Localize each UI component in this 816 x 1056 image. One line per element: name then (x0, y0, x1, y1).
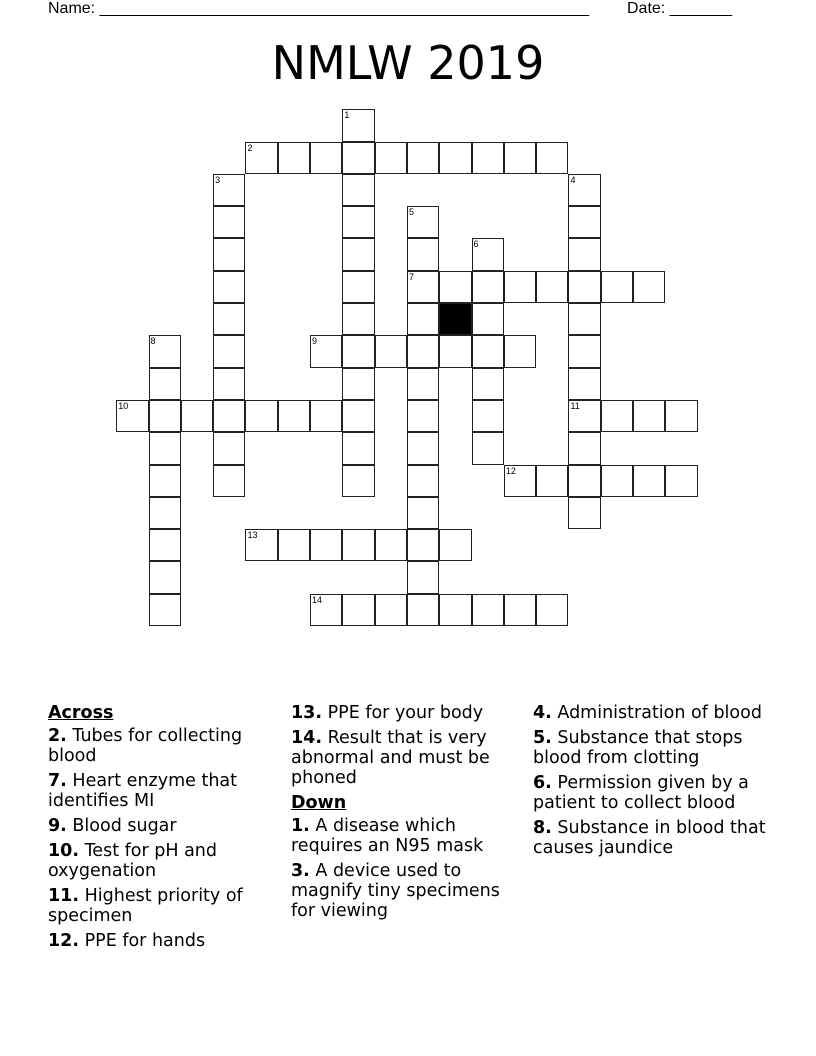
black-cell (439, 303, 471, 335)
grid-cell[interactable] (407, 594, 439, 626)
grid-cell[interactable] (536, 271, 568, 303)
grid-cell[interactable] (213, 174, 245, 206)
clue-number: 10. (48, 841, 80, 861)
clue-number: 13. (291, 703, 323, 723)
clue-down-1 (291, 816, 513, 856)
grid-cell[interactable] (568, 303, 600, 335)
grid-cell[interactable] (342, 400, 374, 432)
clue-across-12 (48, 931, 273, 951)
grid-cell[interactable] (149, 432, 181, 464)
grid-cell[interactable] (310, 142, 342, 174)
clue-number: 5. (533, 728, 552, 748)
clue-down-4 (533, 703, 773, 723)
grid-cell[interactable] (310, 529, 342, 561)
clue-text: Test for pH and oxygenation (48, 841, 217, 881)
across-heading: Across (48, 703, 114, 723)
clue-across-10 (48, 841, 273, 881)
clue-text: Tubes for collecting blood (48, 726, 243, 766)
name-field[interactable]: Name: _______________________________________________________ (48, 0, 589, 17)
clue-across-7 (48, 771, 273, 811)
grid-cell[interactable] (342, 432, 374, 464)
grid-cell[interactable] (504, 594, 536, 626)
grid-cell[interactable] (568, 432, 600, 464)
grid-cell[interactable] (504, 465, 536, 497)
clue-text: Heart enzyme that identifies MI (48, 771, 237, 811)
clue-number-label: 12 (505, 465, 516, 476)
grid-cell[interactable] (375, 594, 407, 626)
grid-cell[interactable] (149, 594, 181, 626)
clue-number: 6. (533, 773, 552, 793)
grid-cell[interactable] (310, 594, 342, 626)
grid-cell[interactable] (568, 335, 600, 367)
clue-number: 3. (291, 861, 310, 881)
grid-cell[interactable] (213, 368, 245, 400)
clue-number: 11. (48, 886, 80, 906)
clue-number: 4. (533, 703, 552, 723)
grid-cell[interactable] (472, 335, 504, 367)
clue-across-13 (291, 703, 513, 723)
grid-cell[interactable] (278, 529, 310, 561)
clue-number-label: 4 (570, 174, 576, 185)
grid-cell[interactable] (568, 174, 600, 206)
clue-number-label: 5 (408, 207, 414, 218)
grid-cell[interactable] (342, 303, 374, 335)
clue-number: 12. (48, 931, 80, 951)
grid-cell[interactable] (342, 271, 374, 303)
grid-cell[interactable] (568, 271, 600, 303)
grid-cell[interactable] (439, 271, 471, 303)
grid-cell[interactable] (472, 238, 504, 270)
grid-cell[interactable] (407, 142, 439, 174)
grid-cell[interactable] (568, 400, 600, 432)
clue-down-8 (533, 818, 773, 858)
clue-number-label: 13 (247, 530, 258, 541)
grid-cell[interactable] (472, 303, 504, 335)
grid-cell[interactable] (149, 497, 181, 529)
clues-column-1 (48, 703, 273, 956)
grid-cell[interactable] (536, 465, 568, 497)
grid-cell[interactable] (504, 335, 536, 367)
clue-text: Administration of blood (557, 703, 762, 723)
grid-cell[interactable] (407, 238, 439, 270)
grid-cell[interactable] (407, 432, 439, 464)
grid-cell[interactable] (342, 335, 374, 367)
grid-cell[interactable] (407, 400, 439, 432)
grid-cell[interactable] (407, 368, 439, 400)
page-title: NMLW 2019 (271, 36, 545, 90)
clue-across-9 (48, 816, 273, 836)
grid-cell[interactable] (633, 400, 665, 432)
clue-number: 8. (533, 818, 552, 838)
clue-text: PPE for hands (84, 931, 206, 951)
clue-across-14 (291, 728, 513, 788)
grid-cell[interactable] (472, 594, 504, 626)
date-field[interactable]: Date: _______ (627, 0, 732, 17)
grid-cell[interactable] (116, 400, 148, 432)
grid-cell[interactable] (601, 400, 633, 432)
grid-cell[interactable] (149, 400, 181, 432)
clue-text: A disease which requires an N95 mask (291, 816, 484, 856)
clue-number-label: 11 (570, 400, 580, 411)
grid-cell[interactable] (439, 335, 471, 367)
grid-cell[interactable] (278, 142, 310, 174)
grid-cell[interactable] (342, 594, 374, 626)
grid-cell[interactable] (568, 206, 600, 238)
clue-number-label: 6 (473, 239, 479, 250)
grid-cell[interactable] (342, 529, 374, 561)
grid-cell[interactable] (407, 271, 439, 303)
clue-text: Substance in blood that causes jaundice (533, 818, 766, 858)
clue-number-label: 14 (312, 594, 323, 605)
clue-across-11 (48, 886, 273, 926)
grid-cell[interactable] (568, 238, 600, 270)
grid-cell[interactable] (213, 465, 245, 497)
grid-cell[interactable] (213, 335, 245, 367)
grid-cell[interactable] (213, 303, 245, 335)
grid-cell[interactable] (149, 529, 181, 561)
grid-cell[interactable] (245, 400, 277, 432)
clue-text: A device used to magnify tiny specimens for viewing (291, 861, 500, 921)
grid-cell[interactable] (407, 561, 439, 593)
grid-cell[interactable] (342, 174, 374, 206)
grid-cell[interactable] (472, 271, 504, 303)
clue-number-label: 10 (118, 400, 129, 411)
clue-number: 1. (291, 816, 310, 836)
grid-cell[interactable] (568, 465, 600, 497)
grid-cell[interactable] (472, 400, 504, 432)
clue-number-label: 3 (215, 174, 221, 185)
clue-number: 7. (48, 771, 67, 791)
clue-number: 2. (48, 726, 67, 746)
grid-cell[interactable] (633, 271, 665, 303)
grid-cell[interactable] (407, 206, 439, 238)
clue-number: 14. (291, 728, 323, 748)
clue-text: Highest priority of specimen (48, 886, 243, 926)
grid-cell[interactable] (149, 368, 181, 400)
grid-cell[interactable] (278, 400, 310, 432)
grid-cell[interactable] (342, 465, 374, 497)
grid-cell[interactable] (633, 465, 665, 497)
grid-cell[interactable] (504, 271, 536, 303)
grid-cell[interactable] (375, 529, 407, 561)
down-heading: Down (291, 793, 347, 813)
grid-cell[interactable] (472, 142, 504, 174)
grid-cell[interactable] (375, 335, 407, 367)
grid-cell[interactable] (375, 142, 407, 174)
grid-cell[interactable] (245, 529, 277, 561)
grid-cell[interactable] (665, 465, 697, 497)
grid-cell[interactable] (245, 142, 277, 174)
grid-cell[interactable] (310, 400, 342, 432)
grid-cell[interactable] (342, 142, 374, 174)
grid-cell[interactable] (407, 303, 439, 335)
grid-cell[interactable] (213, 271, 245, 303)
grid-cell[interactable] (504, 142, 536, 174)
grid-cell[interactable] (472, 368, 504, 400)
grid-cell[interactable] (536, 594, 568, 626)
grid-cell[interactable] (213, 206, 245, 238)
clue-number-label: 9 (312, 336, 318, 347)
clue-text: Permission given by a patient to collect blood (533, 773, 749, 813)
grid-cell[interactable] (407, 335, 439, 367)
clue-down-3 (291, 861, 513, 921)
grid-cell[interactable] (472, 432, 504, 464)
grid-cell[interactable] (342, 368, 374, 400)
grid-cell[interactable] (439, 529, 471, 561)
clue-text: Blood sugar (72, 816, 177, 836)
grid-cell[interactable] (213, 238, 245, 270)
grid-cell[interactable] (149, 561, 181, 593)
grid-cell[interactable] (213, 432, 245, 464)
grid-cell[interactable] (342, 238, 374, 270)
clues-column-2 (291, 703, 513, 926)
grid-cell[interactable] (568, 497, 600, 529)
grid-cell[interactable] (568, 368, 600, 400)
clue-number-label: 8 (150, 336, 156, 347)
grid-cell[interactable] (407, 465, 439, 497)
grid-cell[interactable] (601, 271, 633, 303)
grid-cell[interactable] (310, 335, 342, 367)
clue-number-label: 1 (344, 110, 350, 121)
clue-text: PPE for your body (327, 703, 484, 723)
grid-cell[interactable] (665, 400, 697, 432)
clue-number-label: 7 (408, 271, 414, 282)
grid-cell[interactable] (439, 594, 471, 626)
grid-cell[interactable] (213, 400, 245, 432)
grid-cell[interactable] (342, 109, 374, 141)
clues-column-3 (533, 703, 773, 863)
clue-text: Substance that stops blood from clotting (533, 728, 743, 768)
grid-cell[interactable] (181, 400, 213, 432)
grid-cell[interactable] (439, 142, 471, 174)
clue-text: Result that is very abnormal and must be phoned (291, 728, 490, 788)
grid-cell[interactable] (407, 497, 439, 529)
clue-down-5 (533, 728, 773, 768)
clue-number-label: 2 (247, 142, 253, 153)
grid-cell[interactable] (342, 206, 374, 238)
clue-number: 9. (48, 816, 67, 836)
grid-cell[interactable] (407, 529, 439, 561)
clue-across-2 (48, 726, 273, 766)
grid-cell[interactable] (149, 465, 181, 497)
clue-down-6 (533, 773, 773, 813)
grid-cell[interactable] (149, 335, 181, 367)
grid-cell[interactable] (536, 142, 568, 174)
grid-cell[interactable] (601, 465, 633, 497)
